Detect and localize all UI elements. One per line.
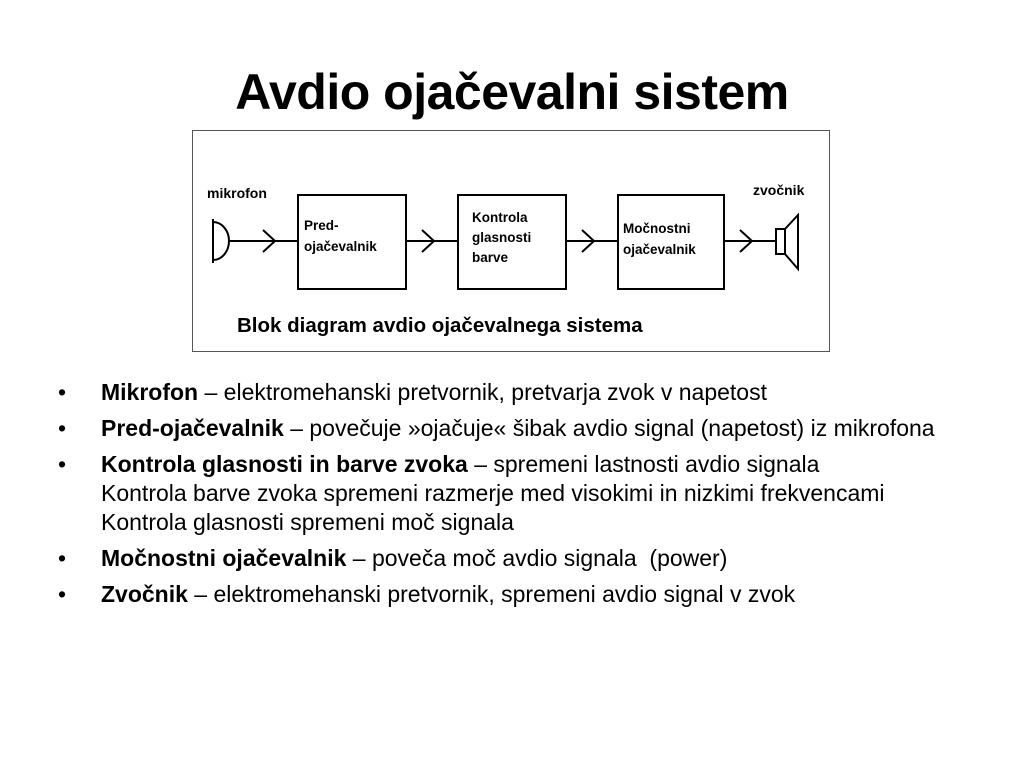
bullet-text: – poveča moč avdio signala (power) (346, 545, 728, 571)
bullet-term: Zvočnik (101, 581, 188, 607)
bullet-text: – elektromehanski pretvornik, pretvarja zvok v napetost (198, 379, 767, 405)
arrow-power-to-speaker (724, 230, 776, 252)
bullet-subline: Kontrola glasnosti spremeni moč signala (101, 509, 514, 535)
bullet-item-volume-tone-control (58, 450, 978, 537)
arrow-preamp-to-control (406, 230, 458, 252)
bullet-term: Pred-ojačevalnik (101, 415, 284, 441)
bullet-text: – spremeni lastnosti avdio signala (467, 451, 820, 477)
bullet-term: Mikrofon (101, 379, 199, 405)
bullet-term: Močnostni ojačevalnik (101, 545, 347, 571)
bullet-list (58, 378, 978, 616)
bullet-item-preamp (58, 414, 978, 443)
control-label-line2: glasnosti (472, 230, 532, 245)
bullet-marker: • (58, 415, 67, 441)
bullet-text: – elektromehanski pretvornik, spremeni avdio signal v zvok (187, 581, 796, 607)
bullet-marker: • (58, 545, 67, 571)
bullet-marker: • (58, 451, 67, 477)
preamp-label-line2: ojačevalnik (304, 239, 377, 254)
diagram-caption: Blok diagram avdio ojačevalnega sistema (237, 314, 643, 337)
block-diagram-canvas (193, 131, 829, 351)
slide-title: Avdio ojačevalni sistem (235, 64, 789, 120)
bullet-item-microphone (58, 378, 978, 407)
bullet-marker: • (58, 581, 67, 607)
power-label-line2: ojačevalnik (623, 242, 696, 257)
microphone-icon (213, 219, 229, 263)
bullet-subline: Kontrola barve zvoka spremeni razmerje med visokimi in nizkimi frekvencami (101, 480, 885, 506)
block-diagram (192, 130, 830, 352)
control-label-line3: barve (472, 250, 509, 265)
microphone-label: mikrofon (207, 185, 267, 201)
bullet-text: – povečuje »ojačuje« šibak avdio signal (napetost) iz mikrofona (283, 415, 935, 441)
speaker-icon (776, 215, 798, 269)
bullet-term: Kontrola glasnosti in barve zvoka (101, 451, 468, 477)
bullet-item-speaker (58, 580, 978, 609)
speaker-label: zvočnik (753, 182, 805, 198)
control-label-line1: Kontrola (472, 210, 528, 225)
bullet-item-power-amp (58, 544, 978, 573)
power-label-line1: Močnostni (623, 221, 691, 236)
preamp-label-line1: Pred- (304, 218, 339, 233)
bullet-marker: • (58, 379, 67, 405)
arrow-mic-to-preamp (229, 230, 298, 252)
arrow-control-to-power (566, 230, 618, 252)
